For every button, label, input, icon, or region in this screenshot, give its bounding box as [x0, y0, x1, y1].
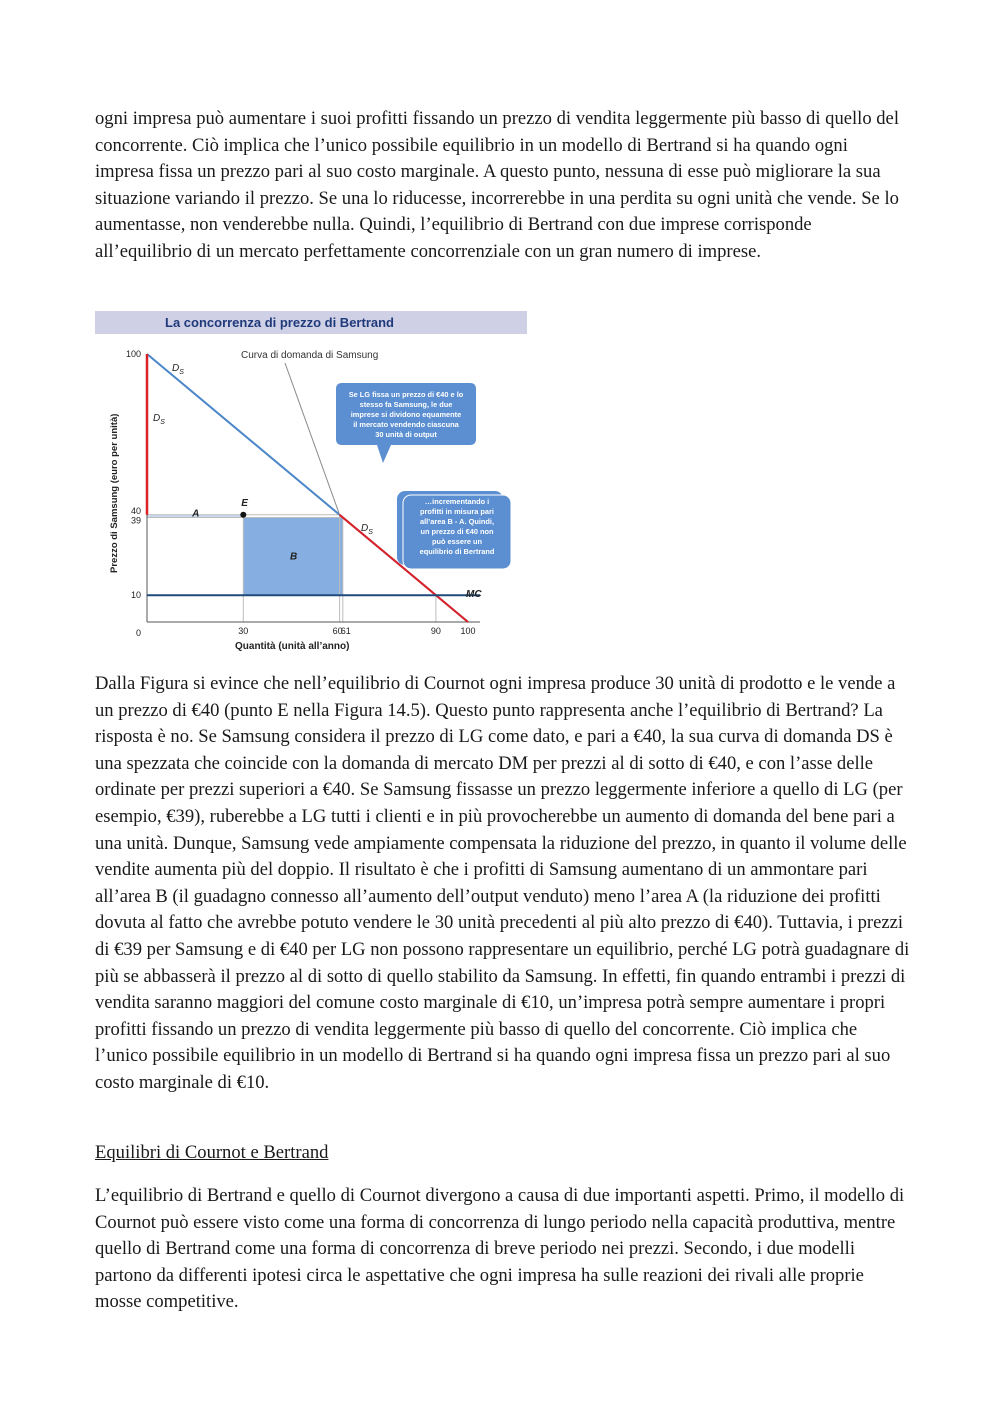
callout-bubble-1: [336, 383, 476, 463]
callout-2-line-3: all’area B - A. Quindi,: [419, 517, 495, 526]
x-axis-title: Quantità (unità all’anno): [235, 641, 350, 652]
y-tick-10: 10: [130, 590, 141, 601]
chart-title: La concorrenza di prezzo di Bertrand: [165, 315, 394, 330]
point-e: [240, 512, 246, 518]
paragraph-intro: ogni impresa può aumentare i suoi profitti fissando un prezzo di vendita leggermente più basso di quello del concorrente. Ciò implica che l’unico possibile equilibrio in un modello di Bertrand si ha quando ogni impresa fissa un prezzo pari al suo costo marginale. A questo punto, nessuna di esse può migliorare la sua situazione variando il prezzo. Se una lo riducesse, incorrerebbe in una perdita su ogni unità che vende. Se lo aumentasse, non venderebbe nulla. Quindi, l’equilibrio di Bertrand con due imprese corrisponde all’equilibrio di un mercato perfettamente concorrenziale con un gran numero di imprese.: [95, 108, 899, 262]
bertrand-figure: [95, 311, 530, 656]
y-tick-0: 0: [135, 628, 141, 638]
samsung-demand-curve-label: Curva di domanda di Samsung: [241, 350, 379, 361]
ds-label-top: $D_S$: [172, 363, 184, 376]
callout-1-line-4: il mercato vendendo ciascuna: [353, 420, 459, 429]
paragraph-conclusion: L’equilibrio di Bertrand e quello di Cournot divergono a causa di due importanti aspetti. Primo, il modello di Cournot può essere visto come una forma di concorrenza di lungo periodo nella capacità produttiva, mentre quello di Bertrand come una forma di concorrenza di breve periodo nei prezzi. Secondo, i due modelli partono da differenti ipotesi circa le aspettative che ogni impresa ha sulle reazioni dei rivali alle proprie mosse competitive.: [95, 1185, 905, 1313]
paragraph-analysis: Dalla Figura si evince che nell’equilibrio di Cournot ogni impresa produce 30 unità di prodotto e le vende a un prezzo di €40 (punto E nella Figura 14.5). Questo punto rappresenta anche l’equilibrio di Bertrand? La risposta è no. Se Samsung considera il prezzo di LG come dato, e pari a €40, la sua curva di domanda DS è una spezzata che coincide con la domanda di mercato DM per prezzi al di sotto di €40, e con l’asse delle ordinate per prezzi superiori a €40. Se Samsung fissasse un prezzo leggermente inferiore a quello di LG (per esempio, €39), ruberebbe a LG tutti i clienti e in più provocherebbe un aumento di domanda del bene pari a una unità. Dunque, Samsung vede ampiamente compensata la riduzione del prezzo, in quanto il volume delle vendite aumenta più del doppio. Il risultato è che i profitti di Samsung aumentano di un ammontare pari all’area B (il guadagno connesso all’aumento dell’output venduto) meno l’area A (la riduzione dei profitti dovuta al fatto che avrebbe potuto vendere le 30 unità precedenti al più alto prezzo di €40). Tuttavia, i prezzi di €39 per Samsung e di €40 per LG non possono rappresentare un equilibrio, perché LG potrà guadagnare di più se abbasserà il prezzo al di sotto di quello stabilito da Samsung. In effetti, fin quando entrambi i prezzi di vendita saranno maggiori del comune costo marginale di €10, un’impresa potrà sempre aumentare i propri profitti fissando un prezzo di vendita leggermente più basso di quello del concorrente. Ciò implica che l’unico possibile equilibrio in un modello di Bertrand si ha quando ogni impresa fissa un prezzo pari al suo costo marginale di €10.: [95, 673, 910, 1093]
point-e-label: E: [241, 497, 248, 509]
y-axis-title: Prezzo di Samsung (euro per unità): [109, 413, 120, 573]
callout-2-line-1: …incrementando i: [424, 497, 490, 506]
callout-1-line-5: 30 unità di output: [375, 430, 437, 439]
callout-1-line-1: Se LG fissa un prezzo di €40 e lo: [348, 390, 464, 399]
area-a-label: A: [192, 508, 200, 520]
ds-label-right: $D_S$: [361, 523, 373, 536]
callout-2-line-5: può essere un: [431, 537, 483, 546]
callout-2-line-2: profitti in misura pari: [420, 507, 494, 516]
callout-bubble-2: [397, 491, 511, 569]
x-tick-90: 90: [430, 626, 441, 636]
y-tick-100: 100: [125, 349, 141, 359]
section-heading: Equilibri di Cournot e Bertrand: [95, 1142, 329, 1163]
y-tick-labels: [126, 349, 141, 638]
callout-2-line-4: un prezzo di €40 non: [420, 527, 494, 536]
x-tick-60: 60: [332, 626, 343, 636]
y-tick-40: 40: [130, 505, 141, 516]
x-tick-labels: [238, 626, 475, 636]
x-tick-100: 100: [460, 626, 476, 636]
ds-label-left: $D_S$: [153, 413, 165, 426]
x-tick-30: 30: [238, 626, 249, 636]
area-b-label: B: [290, 551, 298, 563]
callout-2-line-6: equilibrio di Bertrand: [419, 547, 495, 556]
callout-1-line-2: stesso fa Samsung, le due: [359, 400, 453, 409]
mc-label: MC: [466, 589, 482, 601]
bertrand-chart: [95, 311, 530, 656]
callout-1-line-3: imprese si dividono equamente: [350, 410, 462, 419]
y-tick-39: 39: [130, 515, 141, 526]
x-tick-61: 61: [340, 626, 351, 636]
